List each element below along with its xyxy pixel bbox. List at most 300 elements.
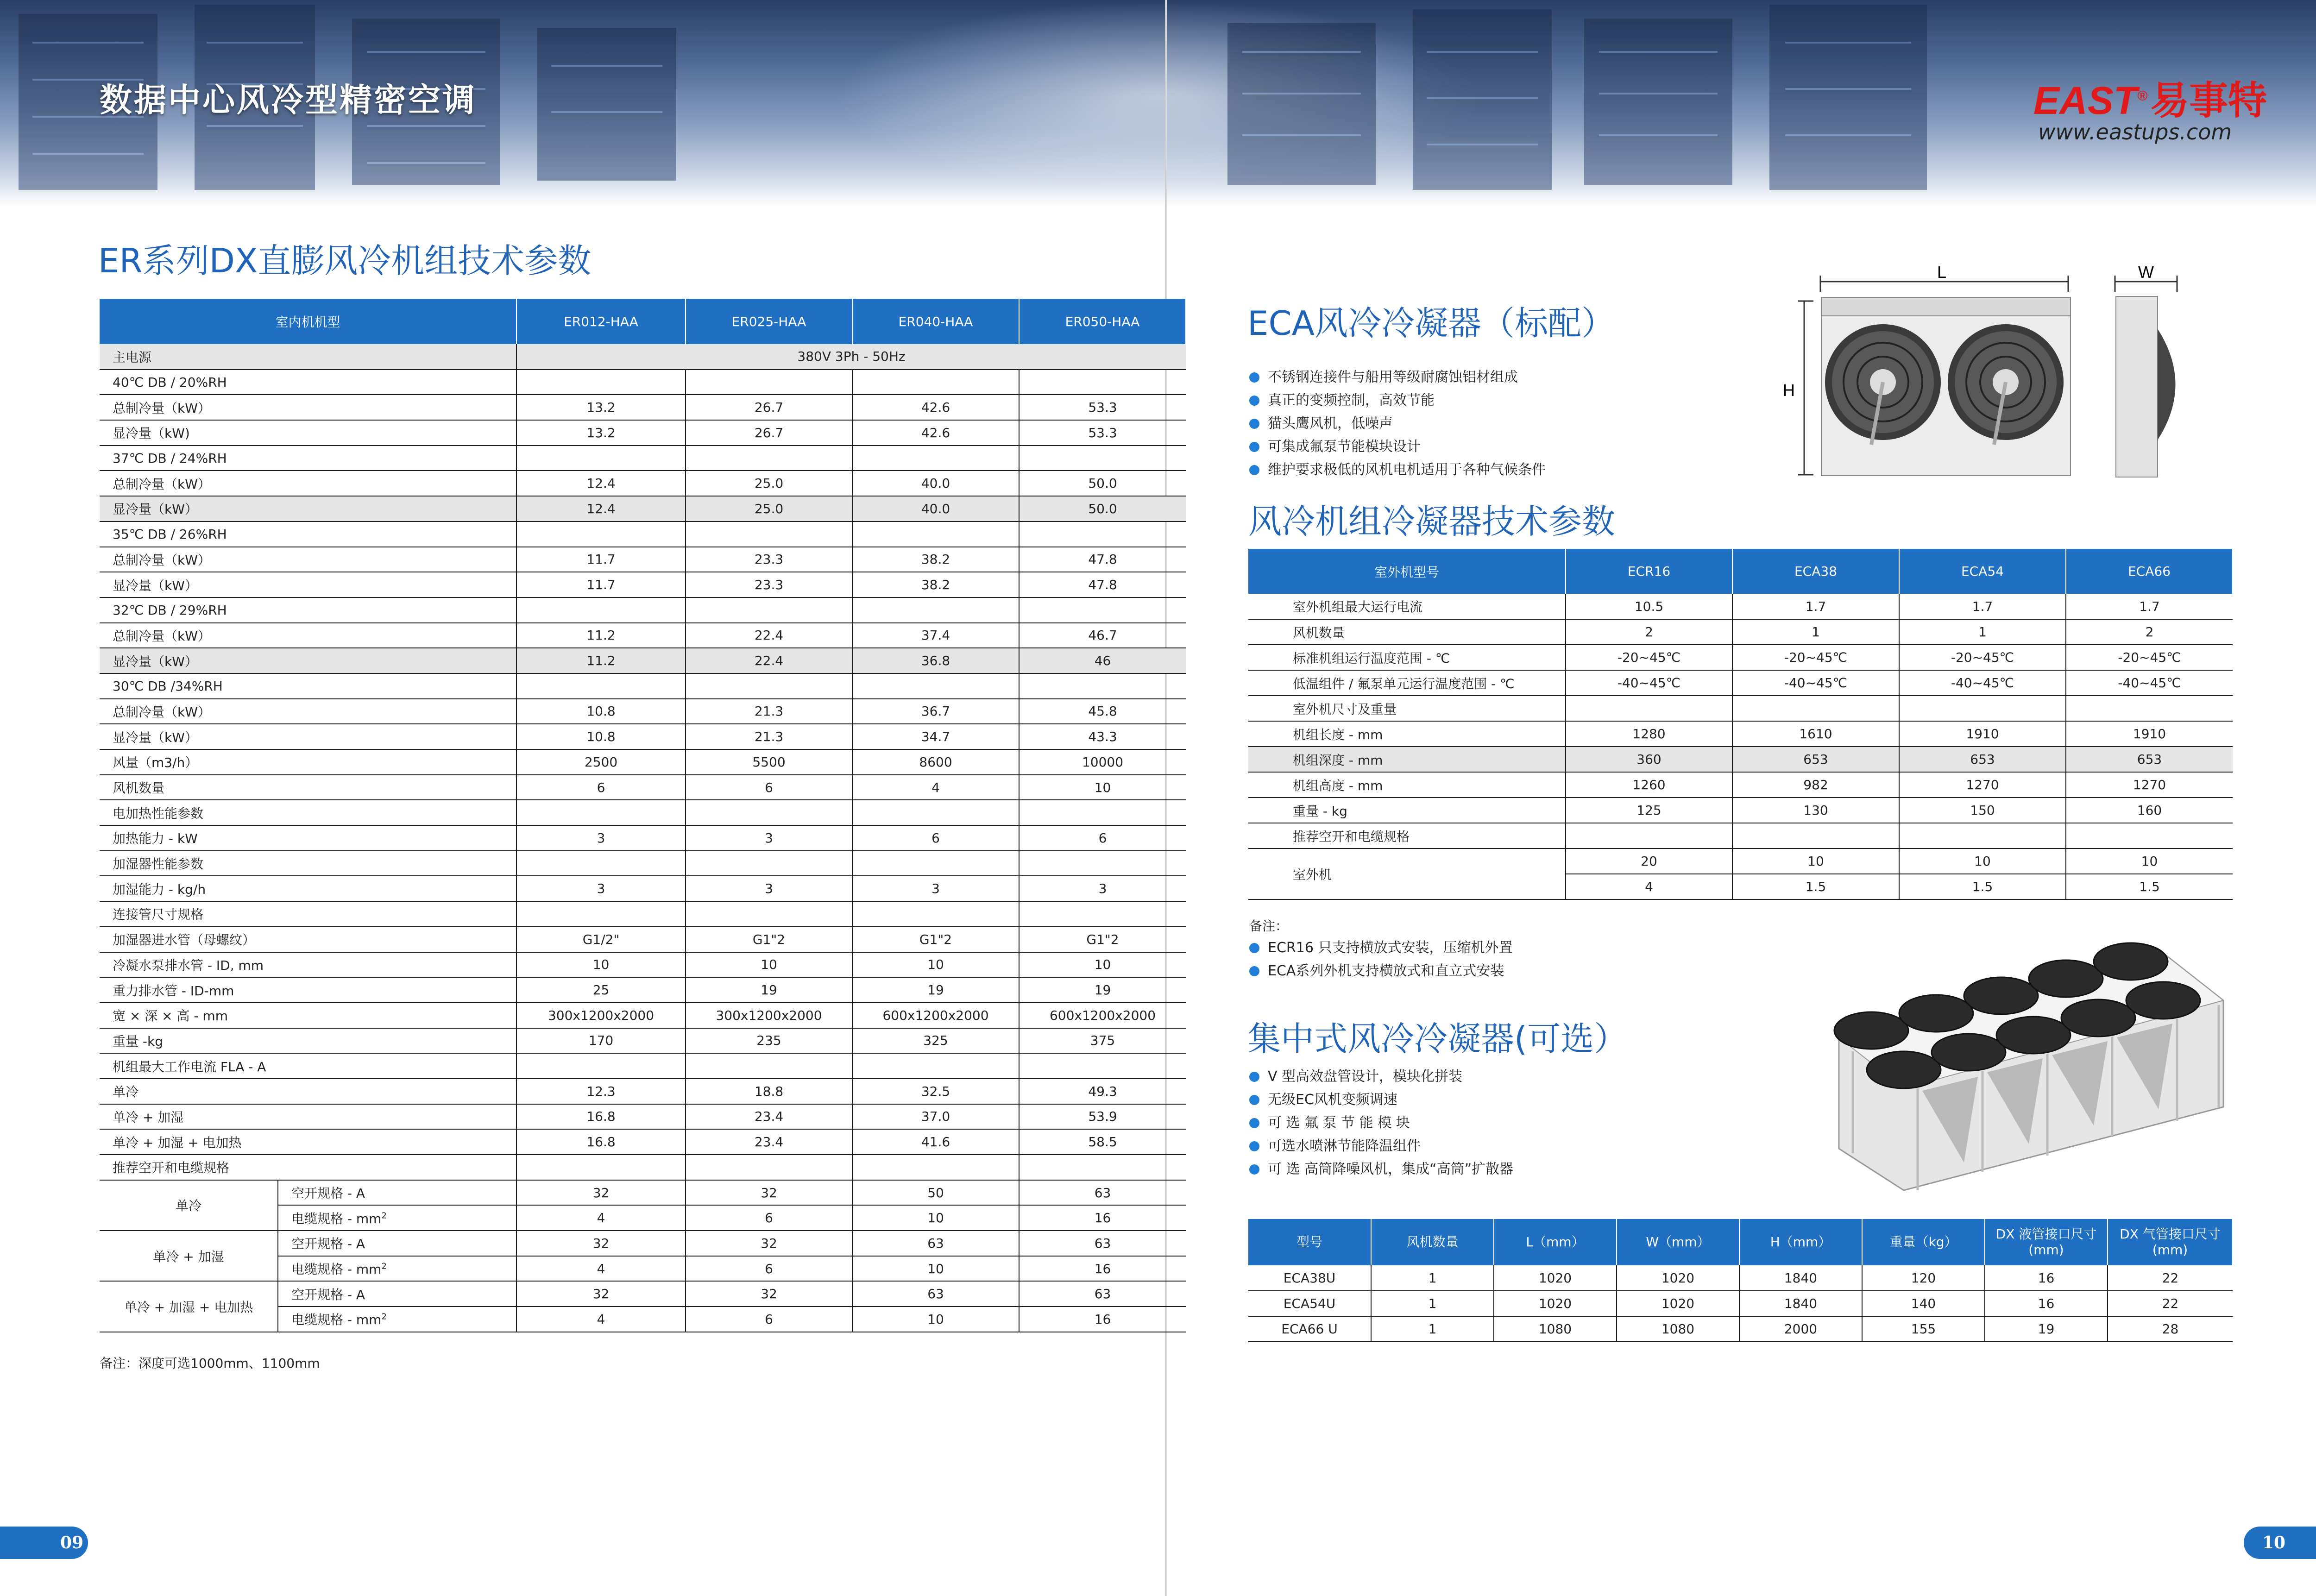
value-cell: 25.0 — [686, 471, 852, 496]
value-cell: 5500 — [686, 749, 852, 775]
condenser-table-title: 风冷机组冷凝器技术参数 — [1248, 502, 1616, 541]
value-cell: 10.8 — [516, 724, 686, 749]
value-cell — [516, 1155, 686, 1180]
bullet-text: 可集成氟泵节能模块设计 — [1268, 439, 1421, 455]
row-label: 宽 × 深 × 高 - mm — [100, 1003, 516, 1028]
bullet-dot-icon — [1249, 966, 1259, 976]
table-row — [100, 749, 1186, 775]
column-header: H（mm） — [1739, 1219, 1862, 1265]
value-cell — [686, 1053, 852, 1079]
value-cell: 10 — [852, 1205, 1019, 1231]
row-label: 机组最大工作电流 FLA - A — [100, 1053, 516, 1079]
document-title: 数据中心风冷型精密空调 — [100, 81, 477, 119]
column-header: DX 气管接口尺寸(mm) — [2108, 1219, 2233, 1265]
table-row — [100, 1028, 1186, 1054]
eca-feature-list — [1249, 366, 1546, 482]
value-cell — [852, 1053, 1019, 1079]
value-cell: 58.5 — [1019, 1129, 1186, 1155]
value-cell: 21.3 — [686, 699, 852, 724]
value-cell: 120 — [1862, 1265, 1985, 1291]
value-cell: 12.3 — [516, 1079, 686, 1104]
sub-label — [278, 1307, 516, 1332]
server-rack-image — [1227, 23, 1376, 185]
table-row — [100, 1281, 1186, 1307]
table-row — [100, 851, 1186, 876]
central-condenser-title: 集中式风冷冷凝器(可选） — [1247, 1019, 1628, 1058]
table-row — [100, 623, 1186, 648]
table-row — [1248, 594, 2233, 619]
value-cell — [516, 522, 686, 547]
row-label: 加湿器性能参数 — [100, 851, 516, 876]
value-cell: 32 — [686, 1281, 852, 1307]
bullet-dot-icon — [1249, 943, 1259, 953]
value-cell: 42.6 — [852, 395, 1019, 420]
bullet-text: 无级EC风机变频调速 — [1268, 1092, 1397, 1108]
value-cell: 26.7 — [686, 420, 852, 446]
table-row — [100, 1003, 1186, 1028]
value-cell: 22 — [2108, 1265, 2233, 1291]
value-cell: 140 — [1862, 1291, 1985, 1316]
value-cell: 40.0 — [852, 471, 1019, 496]
value-cell: 1.5 — [1899, 874, 2066, 899]
value-cell: 3 — [686, 876, 852, 901]
bullet-dot-icon — [1249, 1118, 1259, 1128]
brand-logo — [2033, 69, 2267, 126]
value-cell: 19 — [1985, 1316, 2108, 1342]
value-cell — [852, 597, 1019, 623]
value-cell: 40.0 — [852, 496, 1019, 522]
value-cell: 4 — [516, 1205, 686, 1231]
value-cell: 50 — [852, 1180, 1019, 1206]
value-cell: 47.8 — [1019, 547, 1186, 572]
server-rack-image — [1584, 19, 1732, 185]
table-row — [100, 1053, 1186, 1079]
central-feature-list — [1249, 1065, 1513, 1181]
row-label: 重力排水管 - ID-mm — [100, 977, 516, 1003]
eca-title: ECA风冷冷凝器（标配） — [1247, 304, 1615, 343]
feature-item — [1249, 459, 1546, 482]
bullet-dot-icon — [1249, 1164, 1259, 1175]
table-row — [100, 699, 1186, 724]
value-cell: 11.2 — [516, 648, 686, 673]
row-label: 显冷量（kW） — [100, 496, 516, 522]
row-label: 加湿器进水管（母螺纹） — [100, 927, 516, 952]
value-cell: 19 — [686, 977, 852, 1003]
table-row — [100, 1180, 1186, 1206]
bullet-text: 维护要求极低的风机电机适用于各种气候条件 — [1268, 462, 1546, 478]
bullet-text: 真正的变频控制，高效节能 — [1268, 392, 1435, 408]
sub-label-text: 电缆规格 - mm — [291, 1262, 382, 1277]
server-rack-image — [1769, 5, 1927, 190]
row-label: 加湿能力 - kg/h — [100, 876, 516, 901]
table-row — [100, 825, 1186, 851]
value-cell: 37.4 — [852, 623, 1019, 648]
value-cell — [1019, 1155, 1186, 1180]
value-cell: 600x1200x2000 — [1019, 1003, 1186, 1028]
value-cell: G1"2 — [686, 927, 852, 952]
value-cell: 37.0 — [852, 1104, 1019, 1130]
value-cell: 10.5 — [1566, 594, 1732, 619]
value-cell: 1270 — [1899, 772, 2066, 798]
value-cell: 32 — [686, 1180, 852, 1206]
value-cell: 10 — [2066, 848, 2233, 874]
bullet-text: ECR16 只支持横放式安装，压缩机外置 — [1268, 940, 1513, 956]
value-cell: 6 — [686, 775, 852, 800]
value-cell: 34.7 — [852, 724, 1019, 749]
row-label: 显冷量（kW） — [100, 724, 516, 749]
value-cell: 325 — [852, 1028, 1019, 1054]
value-cell: 11.7 — [516, 572, 686, 597]
value-cell: 46 — [1019, 648, 1186, 673]
feature-item — [1249, 1088, 1513, 1112]
value-cell: 653 — [1732, 747, 1899, 772]
bullet-text: 猫头鹰风机，低噪声 — [1268, 415, 1393, 432]
central-condenser-image — [1825, 931, 2233, 1200]
condenser-table-header — [1248, 549, 2233, 594]
bullet-text: 可 选 氟 泵 节 能 模 块 — [1268, 1115, 1410, 1131]
value-cell — [516, 901, 686, 927]
value-cell — [2066, 823, 2233, 848]
row-label: 推荐空开和电缆规格 — [1248, 823, 1566, 848]
row-label: 总制冷量（kW） — [100, 699, 516, 724]
value-cell: 4 — [516, 1307, 686, 1332]
sub-label — [278, 1256, 516, 1282]
page-number-right: 10 — [2244, 1527, 2316, 1559]
value-cell: 23.3 — [686, 572, 852, 597]
value-cell — [852, 1155, 1019, 1180]
value-cell — [852, 901, 1019, 927]
condenser-spec-table — [1248, 549, 2233, 900]
value-cell: G1"2 — [852, 927, 1019, 952]
superscript: 2 — [381, 1211, 387, 1221]
feature-item — [1249, 366, 1546, 389]
server-rack-image — [1413, 9, 1552, 190]
sub-label — [278, 1231, 516, 1256]
sub-label-text: 电缆规格 - mm — [291, 1211, 382, 1226]
table-row — [1248, 670, 2233, 696]
condenser-note-title: 备注： — [1249, 918, 1289, 934]
value-cell: 23.4 — [686, 1104, 852, 1130]
table-row — [1248, 721, 2233, 747]
value-cell — [686, 522, 852, 547]
value-cell: 4 — [516, 1256, 686, 1282]
column-header: ER040-HAA — [852, 299, 1019, 344]
value-cell: 32.5 — [852, 1079, 1019, 1104]
column-header: 室外机型号 — [1248, 549, 1566, 594]
value-cell: ECA66 U — [1248, 1316, 1371, 1342]
table-row — [100, 876, 1186, 901]
sub-label — [278, 1205, 516, 1231]
column-header: ECA38 — [1732, 549, 1899, 594]
group-label: 室外机 — [1248, 848, 1566, 899]
value-cell: 1260 — [1566, 772, 1732, 798]
value-cell: 1610 — [1732, 721, 1899, 747]
value-cell: 160 — [2066, 798, 2233, 823]
value-cell: -20~45℃ — [1566, 645, 1732, 670]
value-cell: 50.0 — [1019, 496, 1186, 522]
row-label: 总制冷量（kW） — [100, 623, 516, 648]
value-cell — [852, 446, 1019, 471]
feature-item — [1249, 389, 1546, 412]
row-label: 风量（m3/h） — [100, 749, 516, 775]
value-cell: 53.3 — [1019, 395, 1186, 420]
row-label: 35℃ DB / 26%RH — [100, 522, 516, 547]
value-cell — [1019, 370, 1186, 395]
table-row — [1248, 1316, 2233, 1342]
row-label: 加热能力 - kW — [100, 825, 516, 851]
row-label: 总制冷量（kW） — [100, 395, 516, 420]
bullet-dot-icon — [1249, 1141, 1259, 1151]
value-cell — [686, 800, 852, 825]
value-cell — [686, 1155, 852, 1180]
value-cell: 26.7 — [686, 395, 852, 420]
value-cell: 16 — [1985, 1265, 2108, 1291]
feature-item — [1249, 435, 1546, 459]
row-label: 风机数量 — [100, 775, 516, 800]
value-cell: 20 — [1566, 848, 1732, 874]
table-row — [100, 572, 1186, 597]
table-row — [100, 471, 1186, 496]
brand-chinese: 易事特 — [2150, 77, 2267, 123]
value-cell: 10 — [852, 1256, 1019, 1282]
value-cell: 16 — [1019, 1307, 1186, 1332]
group-label: 单冷 — [100, 1180, 278, 1231]
value-cell — [852, 522, 1019, 547]
value-cell: 11.2 — [516, 623, 686, 648]
value-cell: 32 — [516, 1180, 686, 1206]
value-cell: 235 — [686, 1028, 852, 1054]
value-cell: 2000 — [1739, 1316, 1862, 1342]
value-cell — [1019, 597, 1186, 623]
value-cell: 63 — [1019, 1180, 1186, 1206]
column-header: ER025-HAA — [686, 299, 852, 344]
table-row — [100, 1104, 1186, 1130]
table-row — [1248, 645, 2233, 670]
column-header: DX 液管接口尺寸(mm) — [1985, 1219, 2108, 1265]
table-row — [1248, 1265, 2233, 1291]
central-condenser-table — [1248, 1219, 2233, 1342]
value-cell: 22.4 — [686, 623, 852, 648]
table-row — [1248, 798, 2233, 823]
value-cell: 49.3 — [1019, 1079, 1186, 1104]
value-cell: 360 — [1566, 747, 1732, 772]
value-cell: 63 — [1019, 1281, 1186, 1307]
banner-light — [834, 0, 1482, 195]
value-cell: 50.0 — [1019, 471, 1186, 496]
value-cell: 2 — [2066, 619, 2233, 645]
table-row — [100, 1129, 1186, 1155]
value-cell: 1.7 — [2066, 594, 2233, 619]
value-cell: 38.2 — [852, 572, 1019, 597]
row-label: 单冷 + 加湿 + 电加热 — [100, 1129, 516, 1155]
sub-label-text: 空开规格 - A — [291, 1236, 365, 1252]
value-cell — [516, 800, 686, 825]
column-header: W（mm） — [1617, 1219, 1739, 1265]
value-cell — [516, 597, 686, 623]
value-cell: 25 — [516, 977, 686, 1003]
value-cell: 16 — [1019, 1205, 1186, 1231]
value-cell: 1.5 — [1732, 874, 1899, 899]
superscript: 2 — [381, 1312, 387, 1322]
er-spec-table — [100, 299, 1186, 1332]
row-label: 机组高度 - mm — [1248, 772, 1566, 798]
value-cell — [1019, 851, 1186, 876]
row-label: 风机数量 — [1248, 619, 1566, 645]
feature-item — [1249, 1112, 1513, 1135]
value-cell: 10 — [1019, 775, 1186, 800]
bullet-text: 可选水喷淋节能降温组件 — [1268, 1138, 1421, 1154]
value-cell: 19 — [1019, 977, 1186, 1003]
value-cell: 42.6 — [852, 420, 1019, 446]
value-cell: G1/2" — [516, 927, 686, 952]
row-label: 低温组件 / 氟泵单元运行温度范围 - ℃ — [1248, 670, 1566, 696]
spanned-value: 380V 3Ph - 50Hz — [516, 344, 1186, 370]
value-cell: 1.5 — [2066, 874, 2233, 899]
value-cell: 130 — [1732, 798, 1899, 823]
value-cell: 23.3 — [686, 547, 852, 572]
value-cell: 170 — [516, 1028, 686, 1054]
row-label: 标准机组运行温度范围 - ℃ — [1248, 645, 1566, 670]
row-label: 单冷 + 加湿 — [100, 1104, 516, 1130]
value-cell: 300x1200x2000 — [516, 1003, 686, 1028]
column-header: ER050-HAA — [1019, 299, 1186, 344]
row-label: 40℃ DB / 20%RH — [100, 370, 516, 395]
sub-label — [278, 1180, 516, 1206]
value-cell: 32 — [516, 1231, 686, 1256]
table-row — [100, 800, 1186, 825]
website-url: www.eastups.com — [2038, 119, 2232, 145]
value-cell — [1566, 823, 1732, 848]
value-cell: -40~45℃ — [2066, 670, 2233, 696]
note-item — [1249, 960, 1512, 983]
value-cell — [516, 673, 686, 699]
value-cell: 32 — [516, 1281, 686, 1307]
value-cell — [516, 1053, 686, 1079]
column-header: 室内机机型 — [100, 299, 516, 344]
value-cell — [686, 597, 852, 623]
value-cell: 1840 — [1739, 1265, 1862, 1291]
value-cell: 32 — [686, 1231, 852, 1256]
row-label: 机组深度 - mm — [1248, 747, 1566, 772]
table-row — [100, 648, 1186, 673]
row-label: 冷凝水泵排水管 - ID, mm — [100, 952, 516, 978]
value-cell: 125 — [1566, 798, 1732, 823]
value-cell: 11.7 — [516, 547, 686, 572]
value-cell: 600x1200x2000 — [852, 1003, 1019, 1028]
column-header: ECA66 — [2066, 549, 2233, 594]
value-cell — [852, 851, 1019, 876]
value-cell — [1019, 800, 1186, 825]
bullet-dot-icon — [1249, 419, 1259, 429]
er-table-header — [100, 299, 1186, 344]
row-label: 重量 -kg — [100, 1028, 516, 1054]
table-row — [100, 344, 1186, 370]
value-cell: 53.3 — [1019, 420, 1186, 446]
value-cell: 63 — [1019, 1231, 1186, 1256]
value-cell: -40~45℃ — [1732, 670, 1899, 696]
column-header: 型号 — [1248, 1219, 1371, 1265]
table-row — [1248, 823, 2233, 848]
er-series-title: ER系列DX直膨风冷机组技术参数 — [98, 241, 592, 280]
table-row — [100, 724, 1186, 749]
value-cell: 1080 — [1617, 1316, 1739, 1342]
value-cell — [516, 446, 686, 471]
value-cell — [686, 901, 852, 927]
value-cell: 4 — [852, 775, 1019, 800]
sub-label-text: 电缆规格 - mm — [291, 1312, 382, 1328]
value-cell: 3 — [516, 825, 686, 851]
bullet-text: V 型高效盘管设计，模块化拼装 — [1268, 1068, 1463, 1085]
value-cell — [852, 800, 1019, 825]
table-row — [100, 1155, 1186, 1180]
row-label: 电加热性能参数 — [100, 800, 516, 825]
table-row — [1248, 696, 2233, 721]
condenser-notes — [1249, 936, 1512, 983]
value-cell: 155 — [1862, 1316, 1985, 1342]
bullet-text: 不锈钢连接件与船用等级耐腐蚀铝材组成 — [1268, 369, 1518, 385]
value-cell: 21.3 — [686, 724, 852, 749]
row-label: 室外机组最大运行电流 — [1248, 594, 1566, 619]
table-row — [100, 1231, 1186, 1256]
value-cell — [686, 851, 852, 876]
row-label: 总制冷量（kW） — [100, 547, 516, 572]
row-label: 主电源 — [100, 344, 516, 370]
row-label: 32℃ DB / 29%RH — [100, 597, 516, 623]
group-label: 单冷 + 加湿 — [100, 1231, 278, 1281]
value-cell: 653 — [1899, 747, 2066, 772]
value-cell: 6 — [686, 1205, 852, 1231]
value-cell — [516, 851, 686, 876]
value-cell: 375 — [1019, 1028, 1186, 1054]
bullet-dot-icon — [1249, 1095, 1259, 1105]
value-cell: 6 — [852, 825, 1019, 851]
value-cell: 3 — [686, 825, 852, 851]
table-row — [100, 496, 1186, 522]
bullet-dot-icon — [1249, 372, 1259, 383]
brand-latin: EAST — [2033, 79, 2138, 122]
value-cell: -20~45℃ — [1732, 645, 1899, 670]
value-cell: 23.4 — [686, 1129, 852, 1155]
value-cell: 16.8 — [516, 1104, 686, 1130]
value-cell: ECA38U — [1248, 1265, 1371, 1291]
value-cell: 25.0 — [686, 496, 852, 522]
column-header: ECA54 — [1899, 549, 2066, 594]
value-cell: 46.7 — [1019, 623, 1186, 648]
value-cell: 53.9 — [1019, 1104, 1186, 1130]
value-cell: 16 — [1985, 1291, 2108, 1316]
value-cell: 45.8 — [1019, 699, 1186, 724]
value-cell: 10000 — [1019, 749, 1186, 775]
column-header: ECR16 — [1566, 549, 1732, 594]
value-cell: -40~45℃ — [1899, 670, 2066, 696]
table-row — [100, 597, 1186, 623]
table-row — [1248, 747, 2233, 772]
value-cell: 6 — [686, 1256, 852, 1282]
value-cell: 1910 — [1899, 721, 2066, 747]
sub-label-text: 空开规格 - A — [291, 1186, 365, 1201]
value-cell: -40~45℃ — [1566, 670, 1732, 696]
table-row — [100, 420, 1186, 446]
value-cell — [1019, 446, 1186, 471]
bullet-dot-icon — [1249, 465, 1259, 475]
value-cell: 10.8 — [516, 699, 686, 724]
table-row — [100, 673, 1186, 699]
table-row — [100, 977, 1186, 1003]
value-cell: 16 — [1019, 1256, 1186, 1282]
table-row — [100, 522, 1186, 547]
value-cell: 38.2 — [852, 547, 1019, 572]
value-cell: 16.8 — [516, 1129, 686, 1155]
